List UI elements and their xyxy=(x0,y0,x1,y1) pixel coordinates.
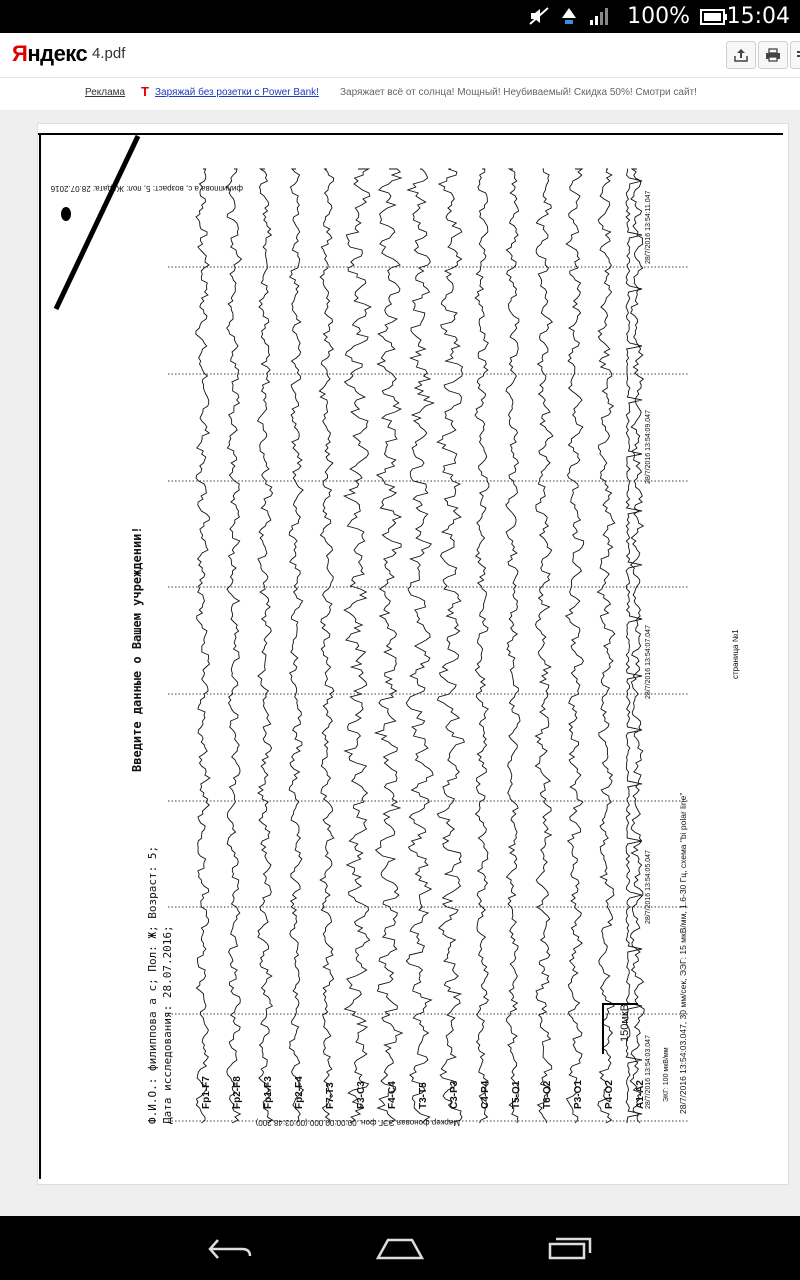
channel-label: Fp2-F8 xyxy=(232,1076,243,1109)
ad-text: Заряжает всё от солнца! Мощный! Неубиваемый! Скидка 50%! Смотри сайт! xyxy=(340,87,697,98)
page-label: страница №1 xyxy=(731,629,740,679)
back-button[interactable] xyxy=(200,1232,260,1266)
marker-text: Маркер фоновая ЭЭГ фон. 00:00:00.000 (00:03:48.200) xyxy=(255,1118,460,1127)
logo-rest: ндекс xyxy=(27,41,88,66)
channel-label: Fp1-F3 xyxy=(263,1076,274,1109)
ekg-waveform xyxy=(626,169,642,1123)
timestamp-label: 28/7/2016 13:54:09.047 xyxy=(645,410,652,484)
eeg-trace-t5-o1 xyxy=(506,169,520,1123)
home-icon xyxy=(374,1236,426,1262)
eeg-trace-fp1-f7 xyxy=(196,169,210,1123)
print-icon xyxy=(765,47,781,63)
scale-label: 150мкВ xyxy=(619,1003,631,1042)
timestamp-label: 28/7/2016 13:54:05.047 xyxy=(645,850,652,924)
eeg-trace-f3-c3 xyxy=(344,169,371,1123)
channel-label: P3-O1 xyxy=(573,1080,584,1109)
file-name: 4.pdf xyxy=(92,45,126,62)
channel-label: P4-O2 xyxy=(604,1080,615,1109)
ad-label[interactable]: Реклама xyxy=(85,87,126,98)
share-icon xyxy=(733,47,749,63)
clock: 15:04 xyxy=(726,4,790,29)
ad-banner xyxy=(0,78,800,108)
channel-label: T5-O1 xyxy=(511,1080,522,1109)
eeg-trace-c3-p3 xyxy=(437,169,464,1123)
pdf-page xyxy=(38,124,788,1184)
ekg-trace xyxy=(603,169,642,1123)
yandex-logo[interactable] xyxy=(12,41,87,67)
channel-label: T3-T5 xyxy=(418,1082,429,1109)
battery-icon xyxy=(700,9,728,25)
print-button[interactable] xyxy=(758,41,788,69)
channel-label: T6-O2 xyxy=(542,1080,553,1109)
channel-label: C4-P4 xyxy=(480,1080,491,1109)
timestamp-label: 28/7/2016 13:54:11.047 xyxy=(645,190,652,264)
scan-artifact xyxy=(56,136,138,309)
signal-icon xyxy=(588,6,610,26)
footer-line: 28/7/2016 13:54:03.047, 30 мм/сек, ЭЭГ: 15 мкВ/мм, 1.6-30 Гц, схема "bi polar line" xyxy=(678,792,688,1114)
top-patient-text: филиппова а с, возраст: 5, пол: Ж; дата: 28.07.2016 xyxy=(50,184,243,193)
android-nav-bar xyxy=(0,1216,800,1280)
ekg-label: ЭКГ: 100 мкВ/мм xyxy=(663,1047,670,1102)
eeg-recording xyxy=(38,124,788,1184)
channel-labels xyxy=(201,1076,646,1109)
recent-apps-button[interactable] xyxy=(540,1232,600,1266)
eeg-trace-f4-c4 xyxy=(375,169,402,1123)
eeg-trace-fp2-f8 xyxy=(226,169,241,1123)
browser-toolbar xyxy=(0,33,800,78)
battery-percent: 100% xyxy=(627,4,690,29)
channel-label: F7-T3 xyxy=(325,1082,336,1109)
institution-prompt: Введите данные о Вашем учреждении! xyxy=(130,526,144,772)
timestamp-labels xyxy=(645,190,652,1109)
exam-date-line: Дата исследования: 28.07.2016; xyxy=(161,925,174,1124)
eeg-trace-fp2-f4 xyxy=(289,169,303,1123)
eeg-trace-a1-a2 xyxy=(630,169,644,1123)
patient-line: Ф.И.О.: филиппова а с; Пол: Ж; Возраст: 5; xyxy=(146,845,159,1124)
back-icon xyxy=(206,1236,254,1262)
status-bar xyxy=(0,0,800,33)
data-transfer-icon xyxy=(558,6,580,26)
channel-label: Fp2-F4 xyxy=(294,1076,305,1109)
eeg-trace-t3-t5 xyxy=(406,169,433,1123)
channel-label: A1-A2 xyxy=(635,1080,646,1109)
channel-label: Fp1-F7 xyxy=(201,1076,212,1109)
ad-link[interactable]: Заряжай без розетки с Power Bank! xyxy=(155,87,319,98)
eeg-trace-t6-o2 xyxy=(535,169,553,1123)
share-button[interactable] xyxy=(726,41,756,69)
more-icon xyxy=(796,47,800,63)
channel-label: F3-C3 xyxy=(356,1081,367,1109)
time-grid xyxy=(168,267,688,1121)
recent-apps-icon xyxy=(546,1236,594,1262)
channel-label: C3-P3 xyxy=(449,1080,460,1109)
ad-brand-icon: T xyxy=(141,84,149,99)
status-icons xyxy=(528,6,610,26)
eeg-traces xyxy=(196,169,644,1123)
mute-icon xyxy=(528,6,550,26)
eeg-trace-p4-o2 xyxy=(598,169,615,1123)
timestamp-label: 28/7/2016 13:54:03.047 xyxy=(645,1035,652,1109)
timestamp-label: 28/7/2016 13:54:07.047 xyxy=(645,625,652,699)
channel-label: F4-C4 xyxy=(387,1081,398,1109)
eeg-trace-p3-o1 xyxy=(566,169,584,1123)
home-button[interactable] xyxy=(370,1232,430,1266)
logo-first-letter: Я xyxy=(12,41,28,66)
eeg-trace-c4-p4 xyxy=(475,169,489,1123)
eeg-trace-fp1-f3 xyxy=(258,169,273,1123)
more-button[interactable] xyxy=(790,41,800,69)
pdf-viewer[interactable] xyxy=(0,110,800,1216)
eeg-trace-f7-t3 xyxy=(319,169,334,1123)
